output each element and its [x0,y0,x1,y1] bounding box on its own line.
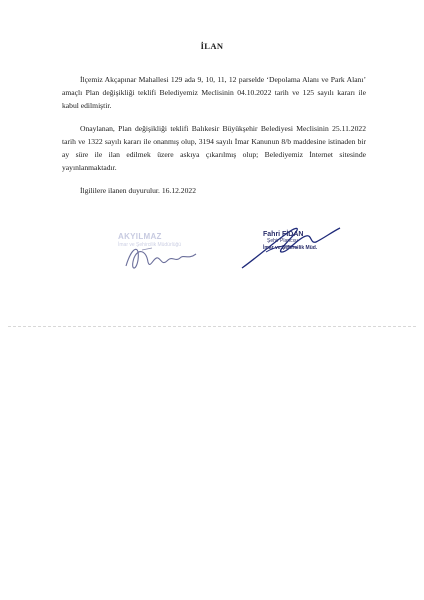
left-handwritten-signature [122,236,202,276]
right-stamp-role: Şehir Plancısı [267,238,298,244]
right-signature-stamp [263,231,353,252]
scan-artifact-line [8,326,416,327]
document-title: İLAN [200,41,224,51]
right-stamp-name: Fahri FİDAN [263,231,304,238]
paragraph-approval: Onaylanan, Plan değişikliği teklifi Balıkesir Büyükşehir Belediyesi Meclisinin 25.11.2022 tarih ve 1322 sayılı kararı ile onanmış olup, 3194 sayılı İmar Kanunun 8/b maddesine istinaden bir ay süre ile ilan edilmek üzere askıya çıkarılmış olup; Belediyemiz İnternet sitesinde yayınlanmaktadır. [62,124,366,172]
right-stamp-department: İmar ve Şehircilik Müd. [263,245,318,251]
paragraph-announcement: İlgililere ilanen duyurulur. 16.12.2022 [80,186,196,195]
left-stamp-title: İmar ve Şehircilik Müdürlüğü [118,242,182,248]
left-stamp-name: AKYILMAZ [118,232,162,241]
paragraph-decision: İlçemiz Akçapınar Mahallesi 129 ada 9, 10, 11, 12 parselde ‘Depolama Alanı ve Park Alanı’ amaçlı Plan değişikliği teklifi Belediyemiz Meclisinin 04.10.2022 tarih ve 125 sayılı kararı ile kabul edilmiştir. [62,75,366,110]
